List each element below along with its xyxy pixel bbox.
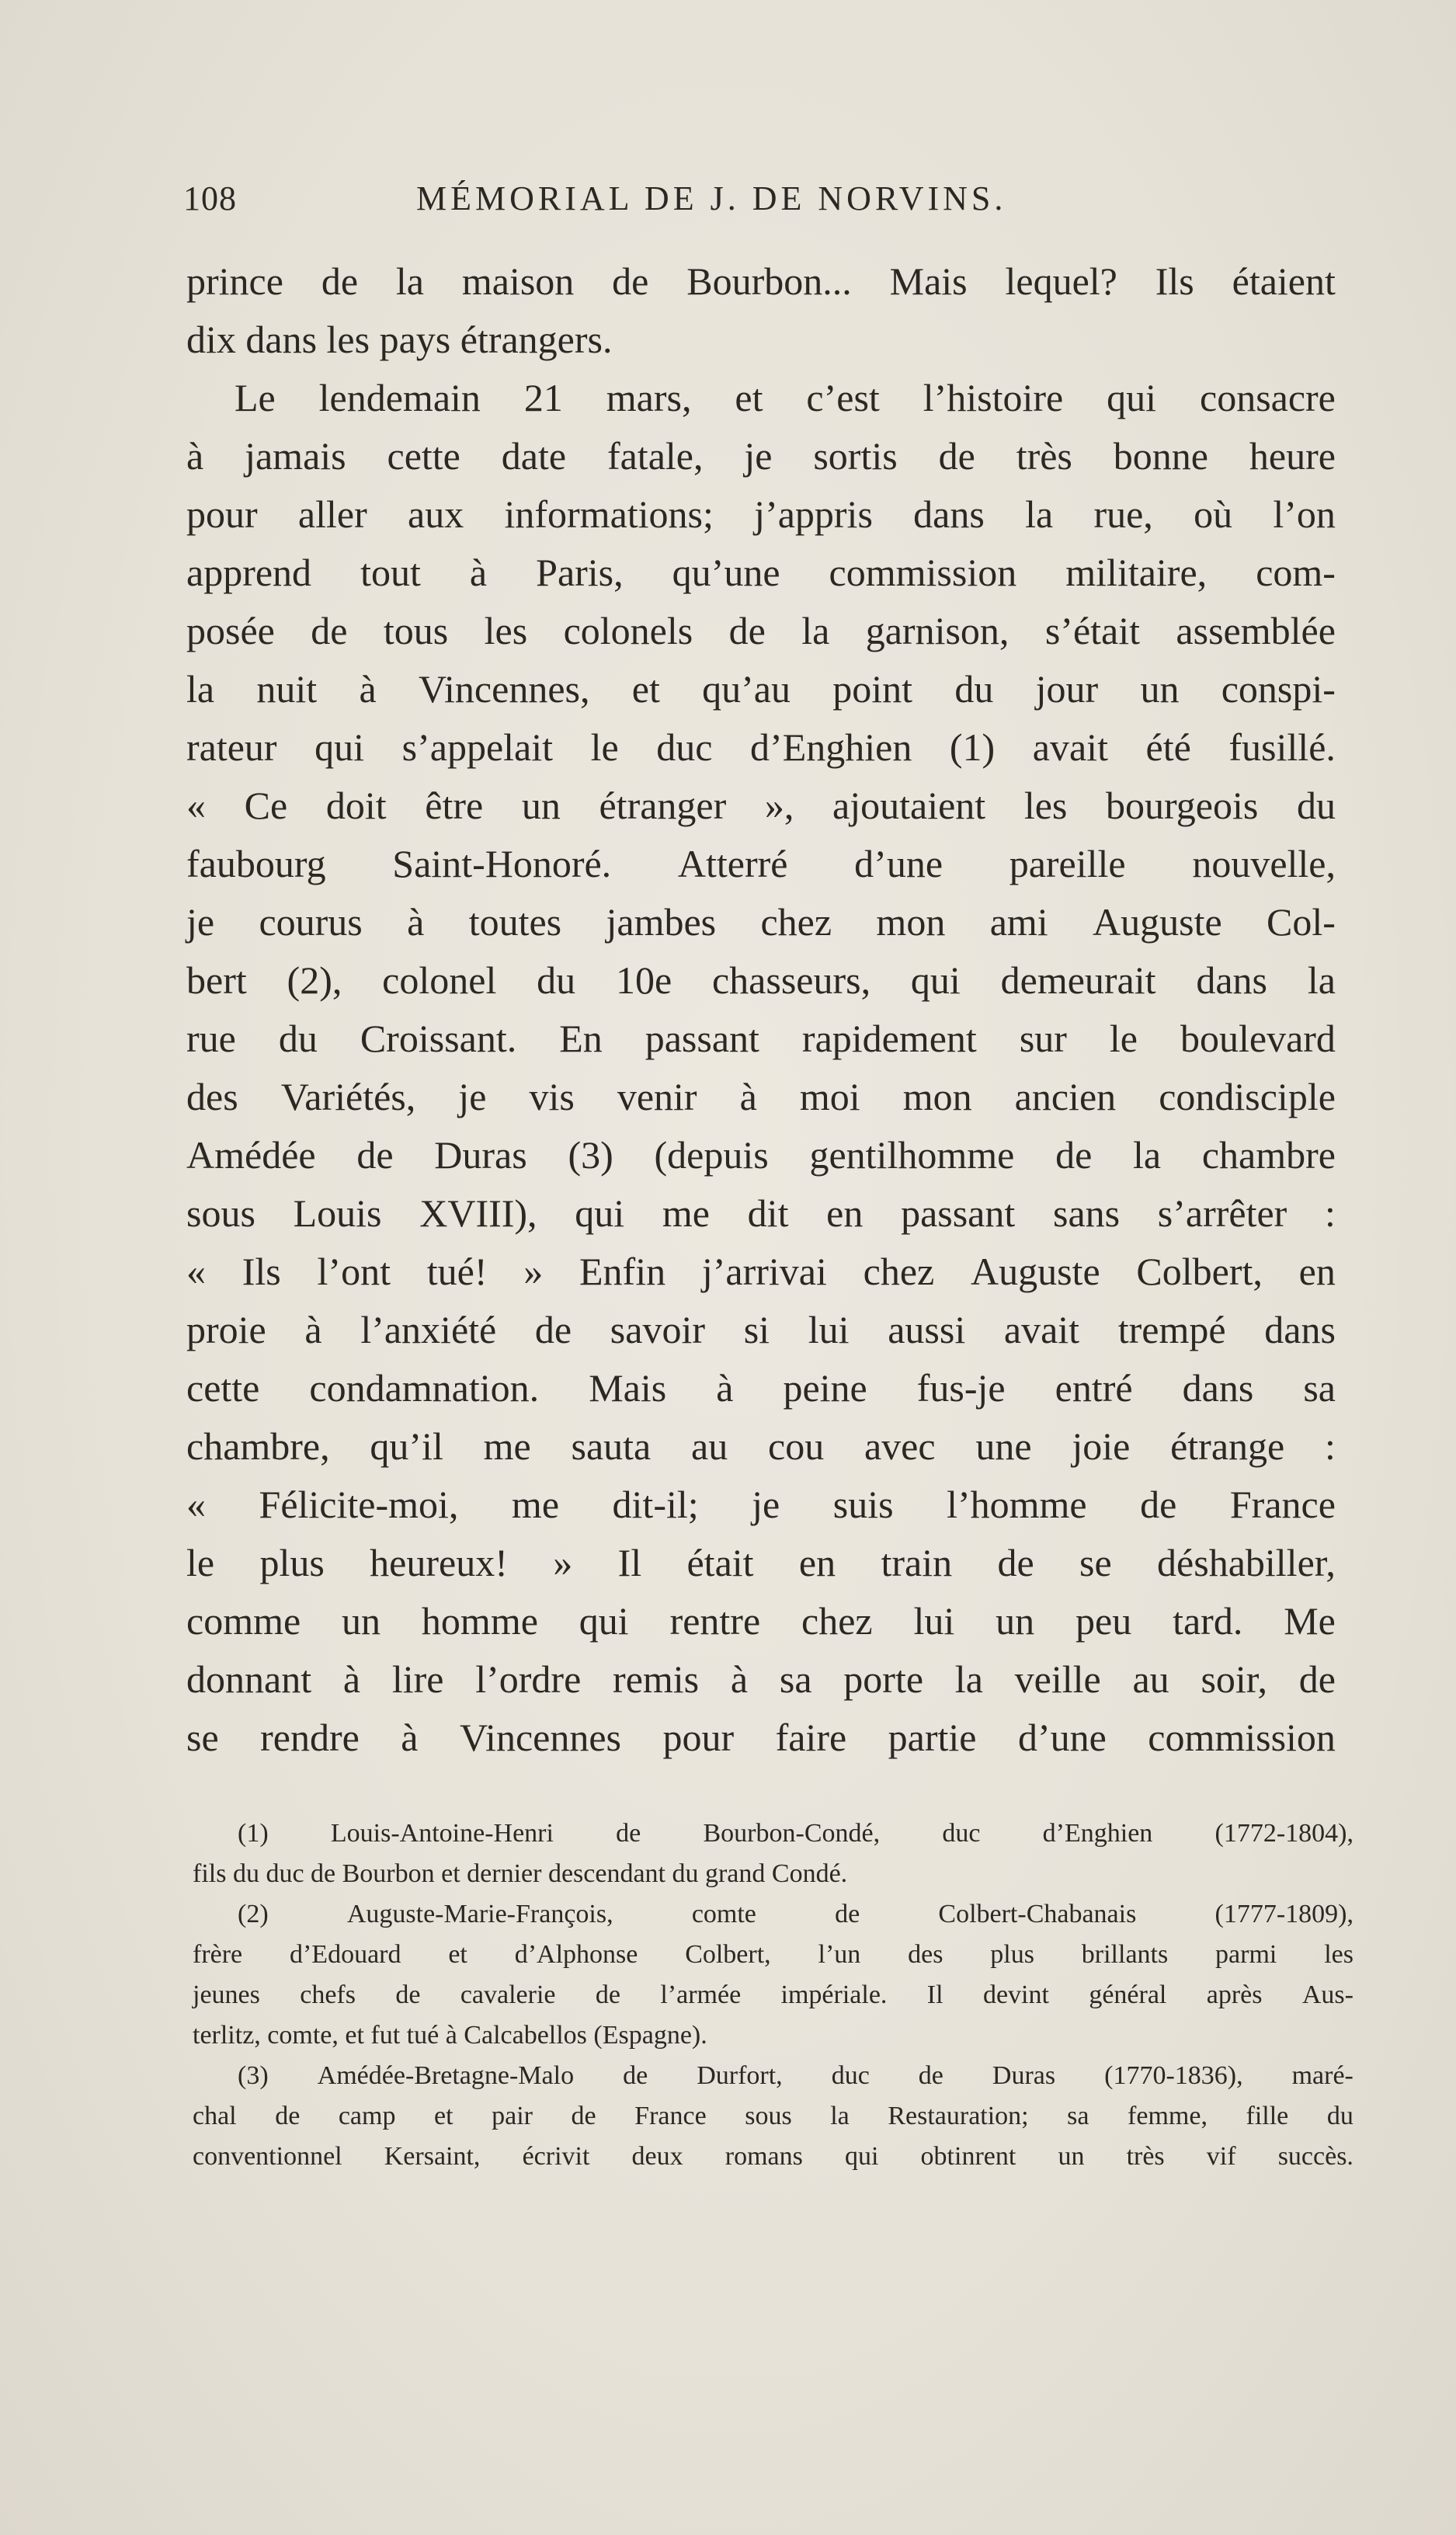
text-line: rateur qui s’appelait le duc d’Enghien (1) avait été fusillé. bbox=[186, 725, 1336, 769]
text-line: je courus à toutes jambes chez mon ami Auguste Col- bbox=[186, 900, 1336, 944]
text-line: la nuit à Vincennes, et qu’au point du jour un conspi- bbox=[186, 667, 1336, 711]
footnote-line: chal de camp et pair de France sous la Restauration; sa femme, fille du bbox=[193, 2102, 1353, 2130]
text-line: proie à l’anxiété de savoir si lui aussi avait trempé dans bbox=[186, 1308, 1336, 1351]
text-line: apprend tout à Paris, qu’une commission militaire, com- bbox=[186, 551, 1336, 594]
footnote-line: jeunes chefs de cavalerie de l’armée impériale. Il devint général après Aus- bbox=[193, 1980, 1353, 2009]
text-line: donnant à lire l’ordre remis à sa porte la veille au soir, de bbox=[186, 1657, 1336, 1701]
text-line: à jamais cette date fatale, je sortis de très bonne heure bbox=[186, 434, 1336, 478]
text-line: cette condamnation. Mais à peine fus-je entré dans sa bbox=[186, 1366, 1336, 1410]
text-line: prince de la maison de Bourbon... Mais lequel? Ils étaient bbox=[186, 259, 1336, 303]
text-line: faubourg Saint-Honoré. Atterré d’une pareille nouvelle, bbox=[186, 842, 1336, 885]
text-line: Amédée de Duras (3) (depuis gentilhomme de la chambre bbox=[186, 1133, 1336, 1177]
text-line: se rendre à Vincennes pour faire partie d’une commission bbox=[186, 1716, 1336, 1759]
footnote-line: (3) Amédée-Bretagne-Malo de Durfort, duc de Duras (1770-1836), maré- bbox=[238, 2061, 1353, 2090]
text-line: pour aller aux informations; j’appris dans la rue, où l’on bbox=[186, 492, 1336, 536]
text-line: sous Louis XVIII), qui me dit en passant sans s’arrêter : bbox=[186, 1191, 1336, 1235]
running-title: MÉMORIAL DE J. DE NORVINS. bbox=[416, 179, 1007, 217]
text-line: comme un homme qui rentre chez lui un peu tard. Me bbox=[186, 1599, 1336, 1643]
page-number: 108 bbox=[183, 179, 237, 217]
text-line: « Félicite-moi, me dit-il; je suis l’homme de France bbox=[186, 1483, 1336, 1526]
text-line: rue du Croissant. En passant rapidement sur le boulevard bbox=[186, 1017, 1336, 1060]
footnote-line: conventionnel Kersaint, écrivit deux romans qui obtinrent un très vif succès. bbox=[193, 2142, 1353, 2171]
text-line: le plus heureux! » Il était en train de se déshabiller, bbox=[186, 1541, 1336, 1584]
text-line: « Ce doit être un étranger », ajoutaient les bourgeois du bbox=[186, 784, 1336, 827]
page-header bbox=[183, 179, 1115, 233]
text-line: bert (2), colonel du 10e chasseurs, qui demeurait dans la bbox=[186, 958, 1336, 1002]
footnote-line: (2) Auguste-Marie-François, comte de Colbert-Chabanais (1777-1809), bbox=[238, 1900, 1353, 1928]
text-line: dix dans les pays étrangers. bbox=[186, 318, 613, 361]
text-line: chambre, qu’il me sauta au cou avec une joie étrange : bbox=[186, 1424, 1336, 1468]
footnote-line: fils du duc de Bourbon et dernier descendant du grand Condé. bbox=[193, 1859, 848, 1888]
main-text bbox=[186, 252, 1336, 1767]
footnote-line: terlitz, comte, et fut tué à Calcabellos (Espagne). bbox=[193, 2021, 707, 2050]
text-line: posée de tous les colonels de la garnison, s’était assemblée bbox=[186, 609, 1336, 652]
text-line: des Variétés, je vis venir à moi mon ancien condisciple bbox=[186, 1075, 1336, 1118]
footnote-line: frère d’Edouard et d’Alphonse Colbert, l’un des plus brillants parmi les bbox=[193, 1940, 1353, 1969]
footnotes bbox=[193, 1813, 1353, 2177]
footnote-line: (1) Louis-Antoine-Henri de Bourbon-Condé, duc d’Enghien (1772-1804), bbox=[238, 1819, 1353, 1848]
text-line: Le lendemain 21 mars, et c’est l’histoire qui consacre bbox=[235, 376, 1336, 419]
text-line: « Ils l’ont tué! » Enfin j’arrivai chez Auguste Colbert, en bbox=[186, 1250, 1336, 1293]
